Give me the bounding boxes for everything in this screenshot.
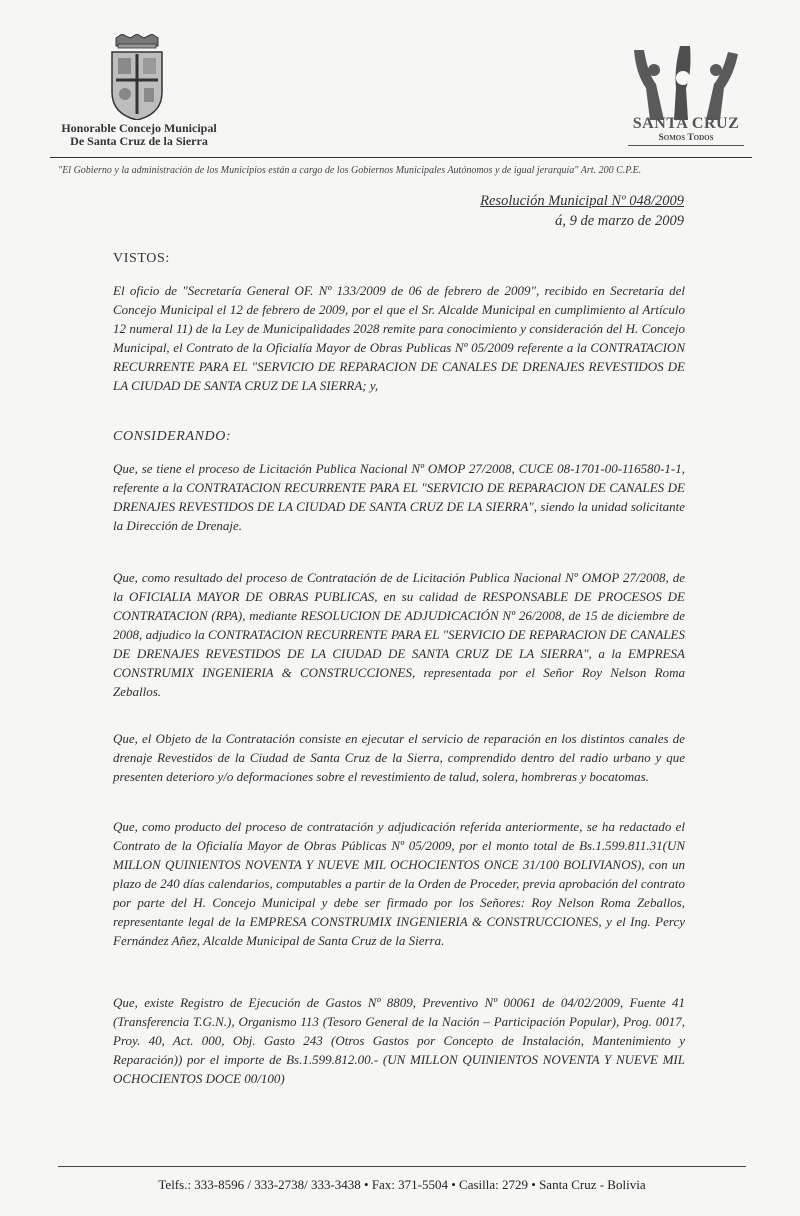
resolution-title: Resolución Municipal Nº 048/2009 [480,193,684,209]
considerando-paragraph-1: Que, se tiene el proceso de Licitación Publica Nacional Nº OMOP 27/2008, CUCE 08-1701-00-116580-1-1, referente a la CONTRATACION RECURRENTE PARA EL "SERVICIO DE REPARACION DE CANALES DE DRENAJES REVESTIDOS DE LA CIUDAD DE SANTA CRUZ DE LA SIERRA", siendo la unidad solicitante la Dirección de Drenaje. [113,461,685,533]
resolution-date: á, 9 de marzo de 2009 [555,213,684,229]
council-name-line1: Honorable Concejo Municipal [61,121,217,135]
considerando-paragraph-4: Que, como producto del proceso de contratación y adjudicación referida anteriormente, se ha redactado el Contrato de la Oficialía Mayor de Obras Públicas Nº 05/2009, por el monto total de Bs.1.599.811.31(UN MILLON QUINIENTOS NOVENTA Y NUEVE MIL OCHOCIENTOS ONCE 31/100 BOLIVIANOS), con un plazo de 240 días calendarios, computables a partir de la Orden de Proceder, previa aprobación del contrato por parte del H. Concejo Municipal y debe ser firmado por los Señores: Roy Nelson Roma Zeballos, representante legal de la EMPRESA CONSTRUMIX INGENIERIA & CONSTRUCCIONES, y el Ing. Percy Fernández Añez, Alcalde Municipal de Santa Cruz de la Sierra. [113,819,685,948]
logo-slogan: Somos Todos [628,133,744,146]
vistos-heading: VISTOS: [113,251,170,266]
council-name-line2: De Santa Cruz de la Sierra [70,134,208,148]
header-rule [50,157,752,158]
constitution-quote: "El Gobierno y la administración de los Municipios están a cargo de los Gobiernos Municipales Autónomos y de igual jerarquía" Art. 200 C.P.E. [58,165,642,176]
considerando-paragraph-2: Que, como resultado del proceso de Contratación de de Licitación Publica Nacional Nº OMOP 27/2008, de la OFICIALIA MAYOR DE OBRAS PUBLICAS, en su calidad de RESPONSABLE DE PROCESOS DE CONTRATACION (RPA), mediante RESOLUCION DE ADJUDICACIÓN Nº 26/2008, de 15 de diciembre de 2008, adjudico la CONTRATACION RECURRENTE PARA EL "SERVICIO DE REPARACION DE CANALES DE DRENAJES REVESTIDOS DE LA CIUDAD DE SANTA CRUZ DE LA SIERRA", a la EMPRESA CONSTRUMIX INGENIERIA & CONSTRUCCIONES, representada por el Señor Roy Nelson Roma Zeballos. [113,570,685,699]
considerando-paragraph-3: Que, el Objeto de la Contratación consiste en ejecutar el servicio de reparación en los distintos canales de drenaje Revestidos de la Ciudad de Santa Cruz de la Sierra, comprendido dentro del radio urbano y que presenten deterioro y/o deformaciones sobre el revestimiento de talud, solera, hombreras y bocatomas. [113,731,685,784]
footer-rule [58,1166,746,1167]
logo-name: SANTA CRUZ [632,115,740,132]
santa-cruz-logo-icon [630,44,742,120]
considerando-heading: CONSIDERANDO: [113,429,232,444]
municipal-crest-icon [108,34,166,120]
vistos-paragraph: El oficio de "Secretaría General OF. Nº 133/2009 de 06 de febrero de 2009", recibido en Secretaría del Concejo Municipal el 12 de febrero de 2009, por el que el Sr. Alcalde Municipal en cumplimiento al Artículo 12 numeral 11) de la Ley de Municipalidades 2028 remite para conocimiento y consideración del H. Concejo Municipal, el Contrato de la Oficialía Mayor de Obras Publicas Nº 05/2009 referente a la CONTRATACION RECURRENTE PARA EL "SERVICIO DE REPARACION DE CANALES DE DRENAJES REVESTIDOS DE LA CIUDAD DE SANTA CRUZ DE LA SIERRA; y, [113,283,685,393]
council-name [50,122,228,148]
considerando-paragraph-5: Que, existe Registro de Ejecución de Gastos Nº 8809, Preventivo Nº 00061 de 04/02/2009, Fuente 41 (Transferencia T.G.N.), Organismo 113 (Tesoro General de la Nación – Participación Popular), Prog. 0017, Proy. 40, Act. 000, Obj. Gasto 243 (Otros Gastos por Concepto de Instalación, Mantenimiento y Reparación)) por el importe de Bs.1.599.812.00.- (UN MILLON QUINIENTOS NOVENTA Y NUEVE MIL OCHOCIENTOS DOCE 00/100) [113,995,685,1086]
footer-contact: Telfs.: 333-8596 / 333-2738/ 333-3438 • Fax: 371-5504 • Casilla: 2729 • Santa Cruz - Bolivia [158,1177,646,1192]
